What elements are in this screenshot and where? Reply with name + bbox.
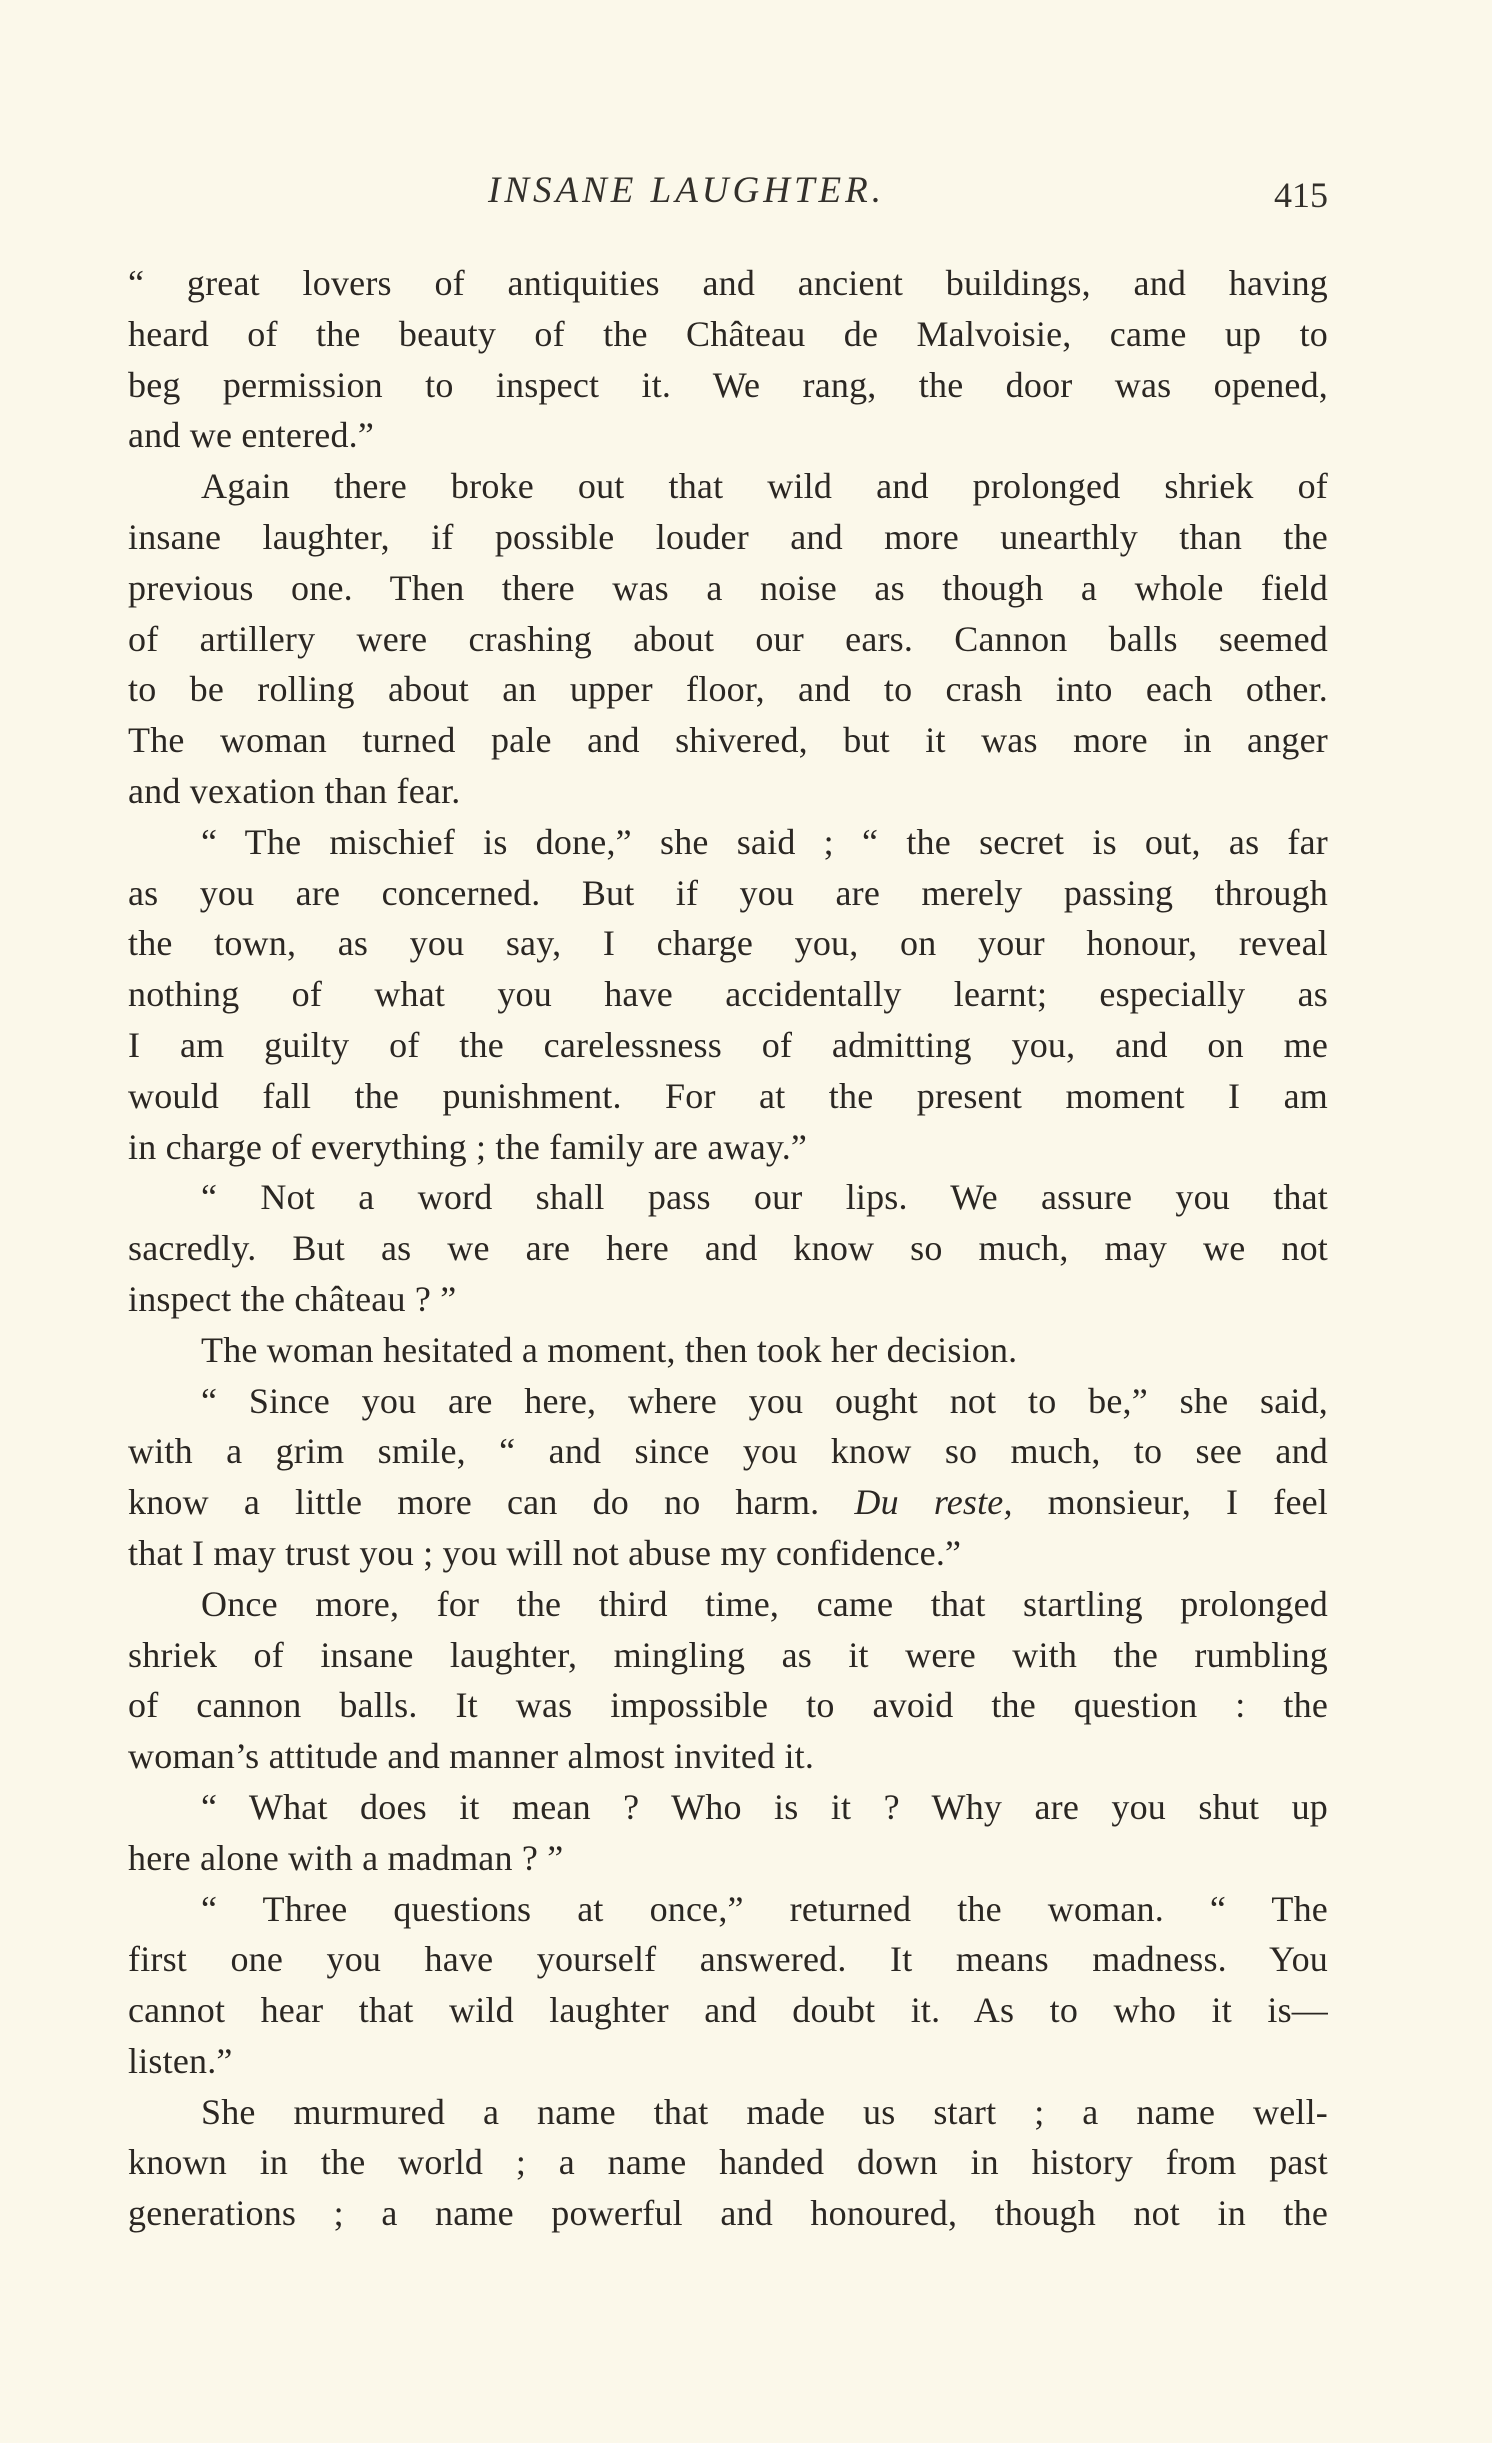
text-line: “ great lovers of antiquities and ancient buildings, and having <box>128 263 1328 303</box>
text-segment: monsieur, I feel <box>1012 1482 1328 1523</box>
text-line: previous one. Then there was a noise as though a whole field <box>128 567 1328 608</box>
text-line: with a grim smile, “ and since you know so much, to see and <box>128 1431 1328 1472</box>
text-line: and we entered.” <box>128 415 375 456</box>
text-line: woman’s attitude and manner almost invited it. <box>128 1736 815 1777</box>
chapter-running-title: INSANE LAUGHTER. <box>488 170 885 211</box>
text-line: “ The mischief is done,” she said ; “ the secret is out, as far <box>201 821 1328 862</box>
text-line: “ What does it mean ? Who is it ? Why are you shut up <box>201 1786 1328 1827</box>
text-line: in charge of everything ; the family are away.” <box>128 1126 808 1167</box>
page-number: 415 <box>1274 175 1328 215</box>
text-line <box>128 1477 1328 1528</box>
text-line: cannot hear that wild laughter and doubt it. As to who it is— <box>128 1990 1328 2031</box>
text-line: sacredly. But as we are here and know so much, may we not <box>128 1228 1328 1269</box>
text-line: generations ; a name powerful and honoured, though not in the <box>128 2193 1328 2234</box>
text-line: “ Three questions at once,” returned the woman. “ The <box>201 1888 1328 1929</box>
text-line: here alone with a madman ? ” <box>128 1837 564 1878</box>
text-line: beg permission to inspect it. We rang, the door was opened, <box>128 364 1328 405</box>
text-line: the town, as you say, I charge you, on your honour, reveal <box>128 923 1328 964</box>
text-line: to be rolling about an upper floor, and to crash into each other. <box>128 669 1328 710</box>
text-line: that I may trust you ; you will not abuse my confidence.” <box>128 1532 962 1573</box>
text-line: of artillery were crashing about our ears. Cannon balls seemed <box>128 618 1328 659</box>
text-line: as you are concerned. But if you are merely passing through <box>128 872 1328 913</box>
text-line: The woman turned pale and shivered, but it was more in anger <box>128 720 1328 761</box>
text-line: inspect the château ? ” <box>128 1278 457 1319</box>
text-line: “ Since you are here, where you ought not to be,” she said, <box>201 1380 1328 1421</box>
text-line: and vexation than fear. <box>128 770 461 811</box>
text-segment: know a little more can do no harm. <box>128 1482 855 1523</box>
text-line: insane laughter, if possible louder and more unearthly than the <box>128 516 1328 557</box>
text-line: Again there broke out that wild and prolonged shriek of <box>201 466 1328 507</box>
text-line: nothing of what you have accidentally learnt; especially as <box>128 974 1328 1015</box>
text-line: shriek of insane laughter, mingling as it were with the rumbling <box>128 1634 1328 1675</box>
body-text <box>128 258 1328 2239</box>
text-line: first one you have yourself answered. It means madness. You <box>128 1939 1328 1980</box>
text-line: known in the world ; a name handed down in history from past <box>128 2142 1328 2183</box>
running-head <box>128 166 1328 216</box>
text-line: She murmured a name that made us start ; a name well- <box>201 2091 1328 2132</box>
text-line: of cannon balls. It was impossible to avoid the question : the <box>128 1685 1328 1726</box>
text-line: Once more, for the third time, came that startling prolonged <box>201 1583 1328 1624</box>
text-line: I am guilty of the carelessness of admitting you, and on me <box>128 1024 1328 1065</box>
text-line: would fall the punishment. For at the present moment I am <box>128 1075 1328 1116</box>
italic-phrase: Du reste, <box>854 1482 1013 1523</box>
text-line: The woman hesitated a moment, then took her decision. <box>201 1329 1018 1370</box>
text-line: heard of the beauty of the Château de Malvoisie, came up to <box>128 313 1328 354</box>
text-line: listen.” <box>128 2040 233 2081</box>
text-line: “ Not a word shall pass our lips. We assure you that <box>201 1177 1328 1218</box>
